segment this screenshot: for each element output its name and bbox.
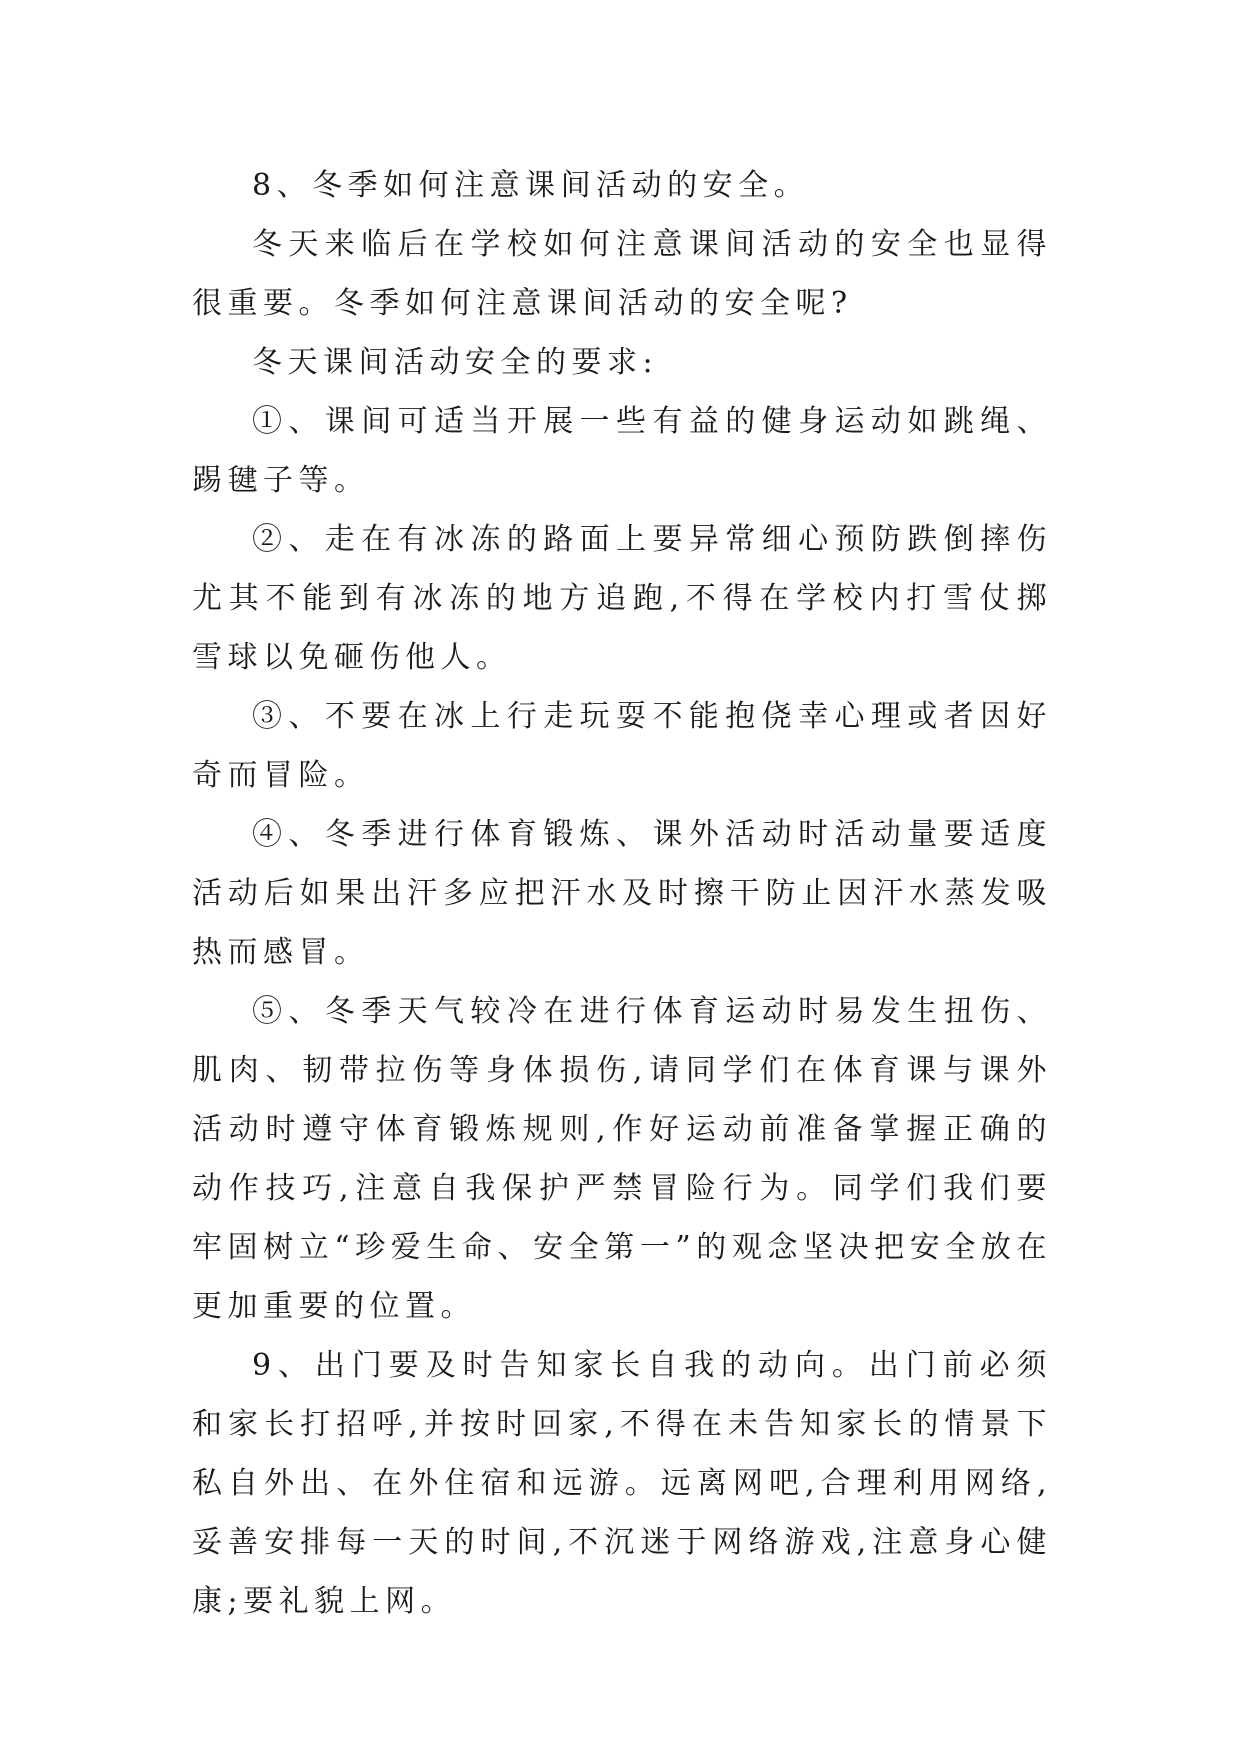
- document-body: [192, 156, 1052, 1631]
- section-9-paragraph: 9、出门要及时告知家长自我的动向。出门前必须和家长打招呼,并按时回家,不得在未告知家长的情景下私自外出、在外住宿和远游。远离网吧,合理利用网络,妥善安排每一天的时间,不沉迷于网络游戏,注意身心健康;要礼貌上网。: [192, 1348, 1052, 1619]
- requirements-heading: 冬天课间活动安全的要求:: [252, 345, 659, 380]
- requirement-item-2: ②、走在有冰冻的路面上要异常细心预防跌倒摔伤尤其不能到有冰冻的地方追跑,不得在学校内打雪仗掷雪球以免砸伤他人。: [192, 522, 1052, 675]
- requirement-item-1: ①、课间可适当开展一些有益的健身运动如跳绳、踢毽子等。: [192, 404, 1052, 498]
- paragraph-intro: 冬天来临后在学校如何注意课间活动的安全也显得很重要。冬季如何注意课间活动的安全呢?: [192, 227, 1052, 321]
- section-8-heading: 8、冬季如何注意课间活动的安全。: [252, 168, 810, 203]
- requirement-item-4: ④、冬季进行体育锻炼、课外活动时活动量要适度活动后如果出汗多应把汗水及时擦干防止因汗水蒸发吸热而感冒。: [192, 817, 1052, 970]
- requirement-item-5: ⑤、冬季天气较冷在进行体育运动时易发生扭伤、肌肉、韧带拉伤等身体损伤,请同学们在体育课与课外活动时遵守体育锻炼规则,作好运动前准备掌握正确的动作技巧,注意自我保护严禁冒险行为。同学们我们要牢固树立“珍爱生命、安全第一”的观念坚决把安全放在更加重要的位置。: [192, 994, 1052, 1324]
- requirement-item-3: ③、不要在冰上行走玩耍不能抱侥幸心理或者因好奇而冒险。: [192, 699, 1052, 793]
